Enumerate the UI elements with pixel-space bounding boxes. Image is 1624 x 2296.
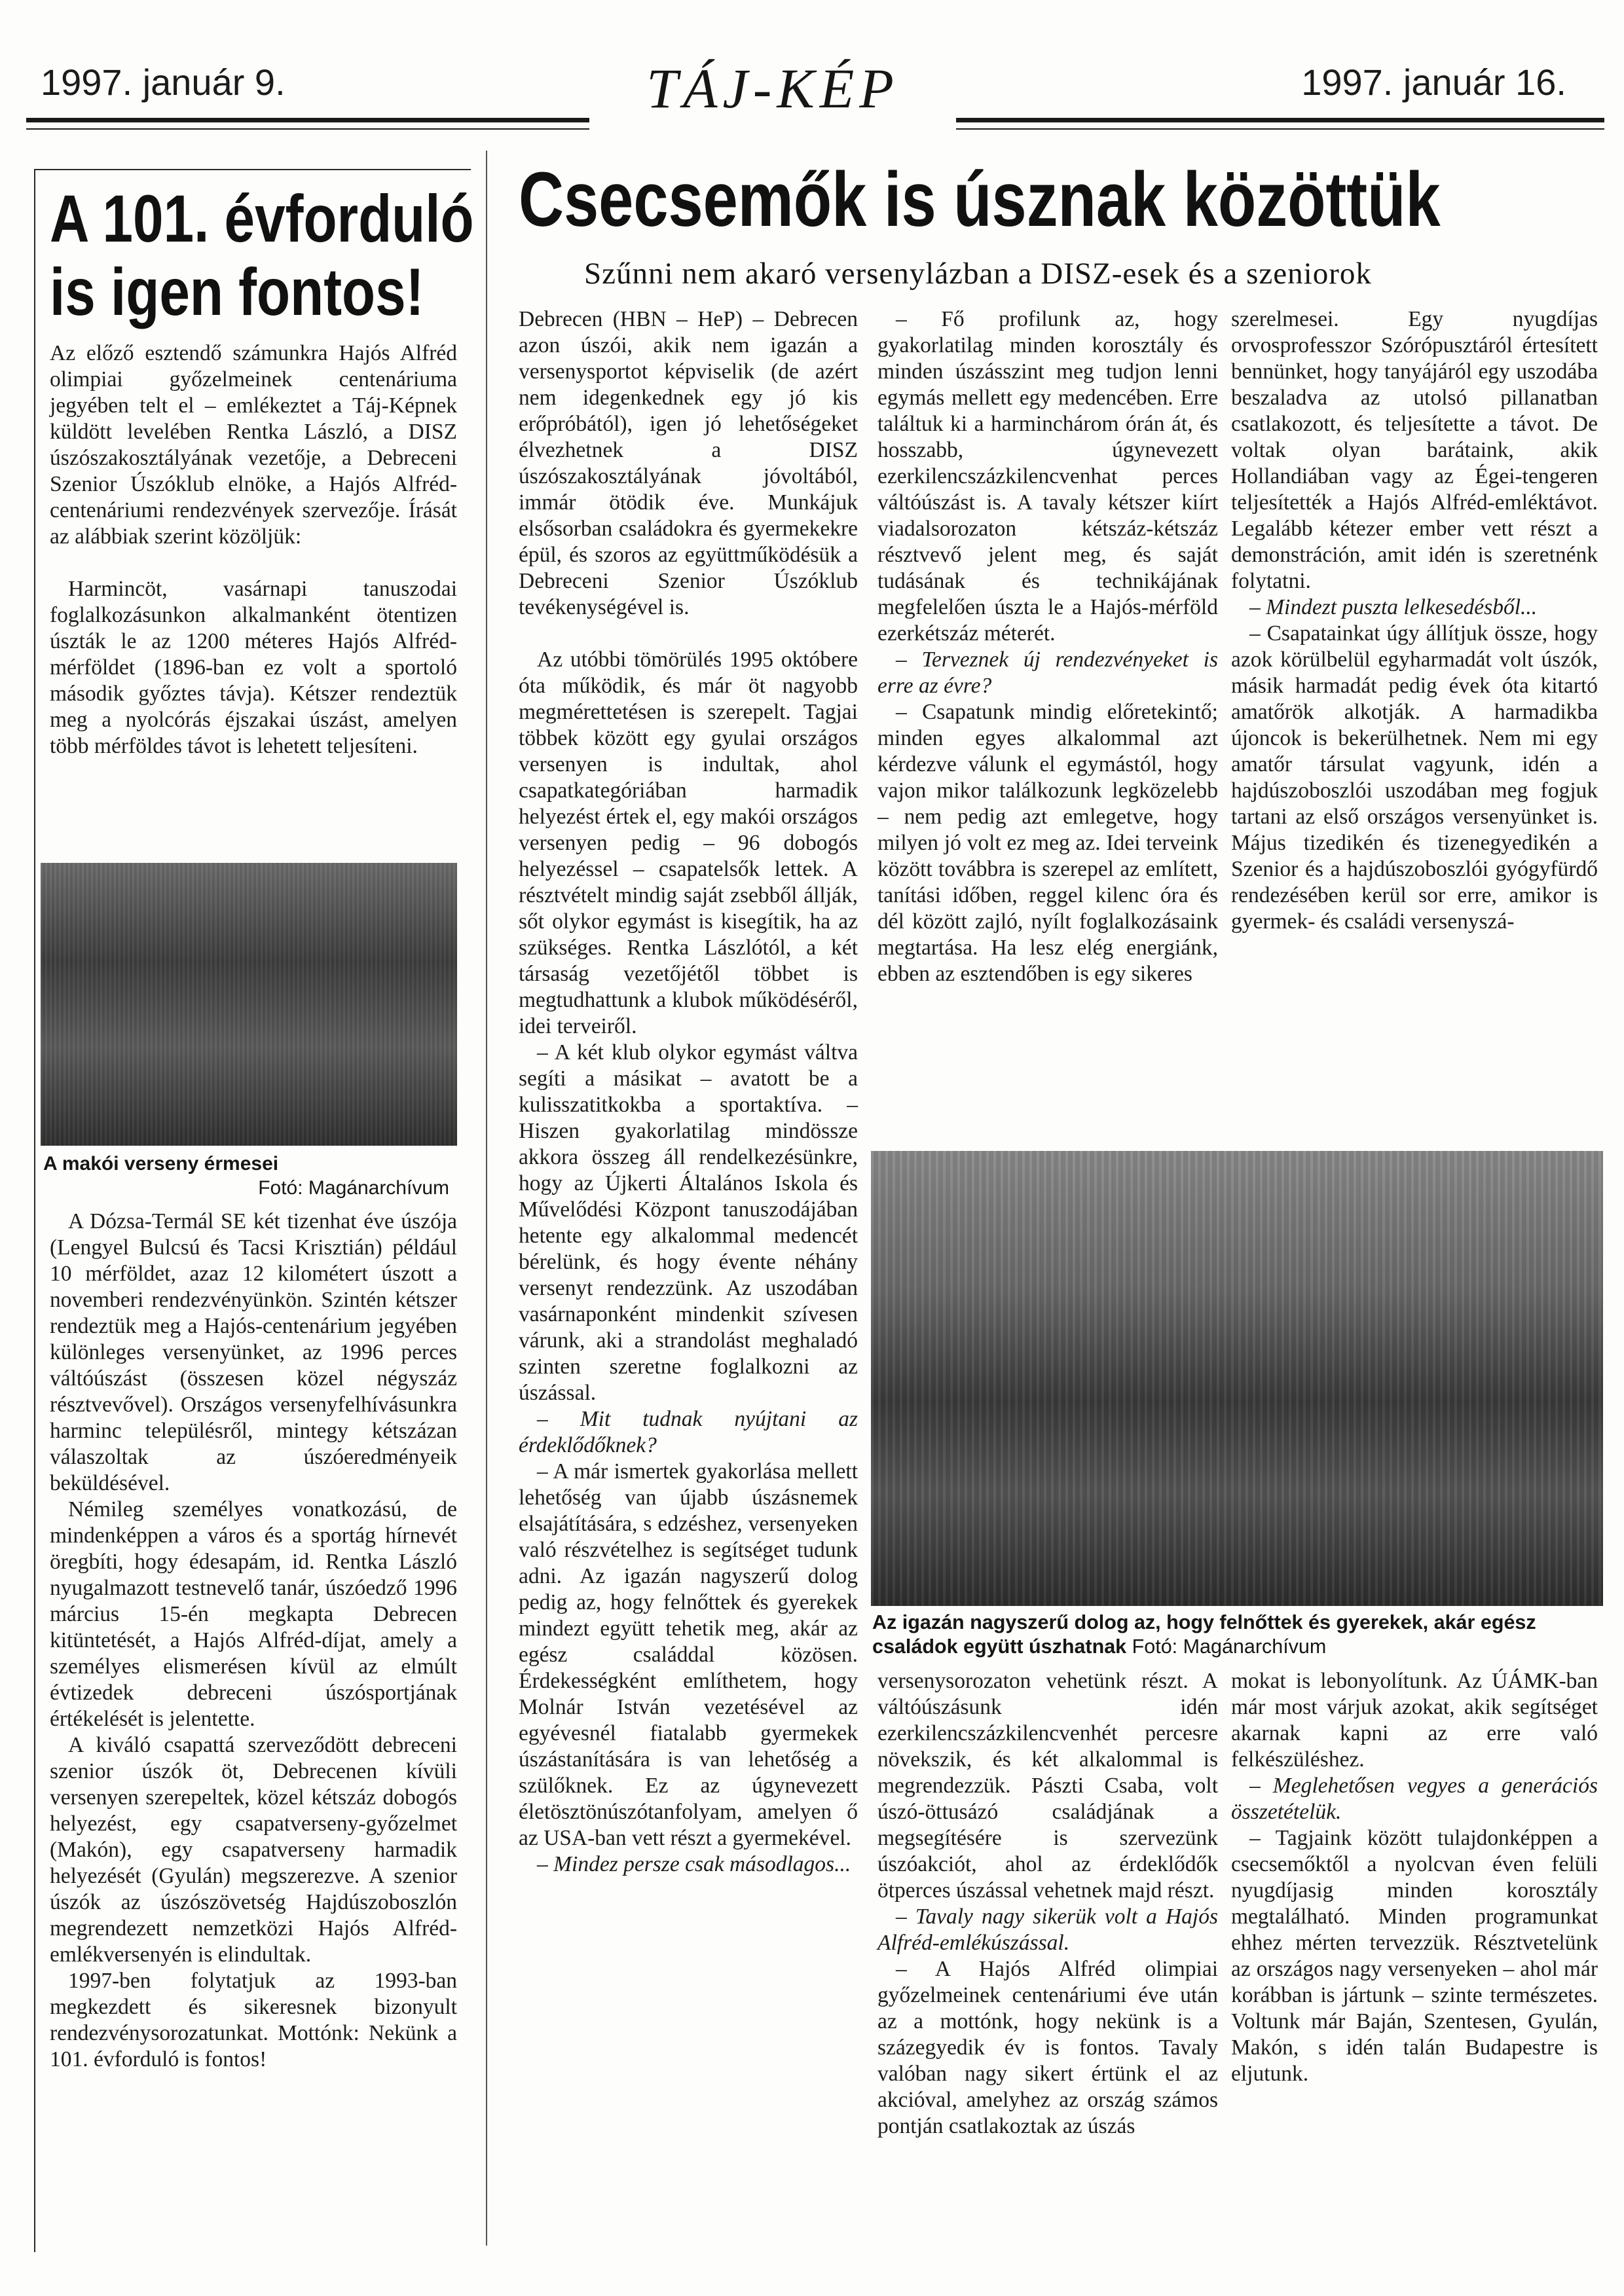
masthead-rule-right (956, 118, 1604, 122)
swimming-pool-photo (871, 1151, 1603, 1606)
interview-question: – Mindezt puszta lelkesedésből... (1249, 595, 1538, 619)
left-article-intro: Az előző esztendő számunkra Hajós Alfréd olimpiai győzelmeinek centenáriuma jegyében telt el – emlékeztet a Táj-Képnek küldött levelében Rentka László, a DISZ úszószakosztályának vezetője, a Debreceni Szenior Úszóklub elnöke, a Hajós Alfréd-centenáriumi rendezvények szervezője. Írását az alábbiak szerint közöljük: (50, 341, 457, 549)
masthead-rule-left (26, 118, 589, 122)
photo-credit: Fotó: Magánarchívum (258, 1177, 449, 1199)
left-article-paragraph: A Dózsa-Termál SE két tizenhat éve úszója (Lengyel Bulcsú és Tacsi Krisztián) például 10 mérföldet, azaz 12 kilométert úszott a novemberi rendezvényünkön. Szintén kétszer rendeztük meg a Hajós-centenárium jegyében különleges versenyünket, az 1996 perces váltóúszást (összesen közel négyszáz résztvevővel). Országos versenyfelhívásunkra harminc településről, mintegy kétszázan válaszoltak az úszóeredményeik beküldésével. (50, 1209, 457, 1495)
interview-question: – Terveznek új rendezvényeket is erre az évre? (877, 647, 1218, 698)
pool-photo-credit: Fotó: Magánarchívum (1132, 1635, 1327, 1658)
left-article-bottom-text (50, 1209, 457, 2073)
main-headline: Csecsemők is úsznak közöttük (519, 156, 1441, 243)
pool-photo-caption-text: Az igazán nagyszerű dolog az, hogy felnőttek és gyerekek, akár egész családok együtt úszhatnak (872, 1611, 1536, 1658)
left-article-paragraph: Harmincöt, vasárnapi tanuszodai foglalkozásunkon alkalmanként ötentizen úszták le az 1200 méteres Hajós Alfréd-mérföldet (1896-ban ez volt a sportoló második győztes távja). Kétszer rendeztük meg a nyolcórás éjszakai úszást, amelyen több mérföldes távot is lehetett teljesíteni. (50, 577, 457, 758)
main-paragraph: – A két klub olykor egymást váltva segíti a másikat – avatott be a kulisszatitkokba a sportaktíva. – Hiszen gyakorlatilag mindössze akkora összeg áll rendelkezésünkre, hogy az Újkerti Általános Iskola és Művelődési Központ tanuszodájában hetente egy alkalommal medencét bérelünk, és hogy évente néhány versenyt rendezzünk. Az uszodában vasárnaponként mindenkit szívesen várunk, aki a strandolást meghaladó szinten szeretne foglalkozni az úszással. (519, 1040, 858, 1405)
main-column-2 (877, 306, 1218, 987)
newspaper-title: TÁJ-KÉP (646, 57, 899, 120)
interview-question: – Mit tudnak nyújtani az érdeklődőknek? (519, 1407, 858, 1457)
main-column-3-continued (1231, 1668, 1598, 2087)
main-paragraph: versenysorozaton vehetünk részt. A váltóúszásunk idén ezerkilencszázkilencvenhét percesre növekszik, és két alkalommal is megrendezzük. Pászti Csaba, volt úszó-öttusázó családjának a megsegítésére is szervezünk úszóakciót, ahol az érdeklődők ötperces úszással vehetnek majd részt. (877, 1669, 1218, 1903)
main-column-3 (1231, 306, 1598, 935)
medal-winners-photo (41, 863, 457, 1146)
interview-question: – Tavaly nagy sikerük volt a Hajós Alfréd-emlékúszással. (877, 1904, 1218, 1955)
main-column-1 (519, 306, 858, 1878)
left-article-paragraph: Némileg személyes vonatkozású, de mindenképpen a város és a sportág hírnevét öregbíti, hogy édesapám, id. Rentka László nyugalmazott testnevelő tanár, úszóedző 1996 március 15-én megkapta Debrecen kitüntetését, a Hajós Alfréd-díjat, amely a személyes elismerésen kívül az elmúlt évtizedek debreceni úszósportjának értékelését is jelentette. (50, 1497, 457, 1731)
masthead-rule-right-thin (956, 128, 1604, 130)
left-article-top-text (50, 340, 457, 759)
main-column-2-continued (877, 1668, 1218, 2140)
photo-caption: A makói verseny érmesei (43, 1153, 279, 1175)
main-paragraph: – Fő profilunk az, hogy gyakorlatilag minden korosztály és minden úszásszint meg tudjon lenni egymás mellett egy medencében. Erre találtuk ki a harminchárom órán át, és hosszabb, úgynevezett ezerkilencszázkilencvenhat perces váltóúszást is. A tavaly kétszer kiírt viadalsorozaton kétszáz-kétszáz résztvevő jelent meg, és saját tudásának és technikájának megfelelően úszta le a Hajós-mérföld ezerkétszáz méterét. (877, 307, 1218, 646)
main-paragraph: – A Hajós Alfréd olimpiai győzelmeinek centenáriumi éve után az a mottónk, hogy nekünk is a százegyedik év is fontos. Tavaly valóban nagy sikert értünk el az akcióval, amelyhez az ország számos pontján csatlakoztak az úszás (877, 1957, 1218, 2138)
main-paragraph: – A már ismertek gyakorlása mellett lehetőség van újabb úszásnemek elsajátítására, s edzéshez, versenyeken való részvételhez is segítséget tudunk adni. Az igazán nagyszerű dolog pedig az, hogy felnőttek és gyerekek mindezt együtt tehetik meg, akár az egész családdal közösen. Érdekességként említhetem, hogy Molnár István vezetésével az egyévesnél fiatalabb gyermekek úszástanítására is van lehetőség a szülőknek. Ez az úgynevezett életösztönúszótanfolyam, amelyen ő az USA-ban vett részt a gyermekével. (519, 1459, 858, 1850)
main-paragraph: Az utóbbi tömörülés 1995 októbere óta működik, és már öt nagyobb megmérettetésen is szerepelt. Tagjai többek között egy gyulai országos versenyen is indultak, ahol csapatkategóriában harmadik helyezést értek el, egy makói országos versenyen pedig – 96 dobogós helyezéssel – csapatelsők lettek. A résztvételt mindig saját zsebből állják, sőt olykor egymást is kisegítik, ha az szükséges. Rentka Lászlótól, a két társaság vezetőjétől többet is megtudhattunk a klubok működéséről, idei terveiről. (519, 647, 858, 1038)
main-paragraph: mokat is lebonyolítunk. Az ÚÁMK-ban már most várjuk azokat, akik segítséget akarnak kapni az erre való felkészüléshez. (1231, 1669, 1598, 1772)
issue-date-right: 1997. január 16. (1301, 62, 1566, 103)
issue-date-left: 1997. január 9. (41, 62, 286, 103)
main-paragraph: – Tagjaink között tulajdonképpen a csecsemőktől a nyolcvan éven felüli nyugdíjasig minden korosztály megtalálható. Minden programunkat ehhez mérten tervezzük. Résztvetelünk az országos nagy versenyeken – ahol már korábban is jártunk – szinte természetes. Voltunk már Baján, Szentesen, Gyulán, Makón, s idén talán Budapestre is eljutunk. (1231, 1826, 1598, 2086)
left-article-paragraph: A kiváló csapattá szerveződött debreceni szenior úszók öt, Debrecenen kívüli versenyen szerepeltek, közel kétszáz dobogós helyezést, egy csapatverseny-győzelmet (Makón), egy csapatverseny harmadik helyezését (Gyulán) megszerezve. A szenior úszók az úszószövetség Hajdúszoboszlón megrendezett nemzetközi Hajós Alfréd-emlékversenyén is elindultak. (50, 1733, 457, 1967)
masthead-rule-left-thin (26, 128, 589, 130)
left-headline-line-1: A 101. évforduló (50, 181, 474, 256)
interview-question: – Meglehetősen vegyes a generációs összetételük. (1231, 1774, 1598, 1824)
left-article-headline (50, 181, 474, 329)
left-article-paragraph: 1997-ben folytatjuk az 1993-ban megkezdett és sikeresnek bizonyult rendezvénysorozatunkat. Mottónk: Nekünk a 101. évforduló is fontos! (50, 1969, 457, 2071)
main-subheadline: Szűnni nem akaró versenylázban a DISZ-esek és a szeniorok (584, 257, 1372, 291)
main-paragraph: – Csapatunk mindig előretekintő; minden egyes alkalommal azt kérdezve válunk el egymástól, hogy vajon mikor találkozunk legközelebb – nem pedig azt emlegetve, hogy milyen jó volt ez meg az. Idei terveink között továbbra is szerepel az említett, tanítási időben, reggel kilenc óra és dél között zajló, nyílt foglalkozásaink megtartása. Ha lesz elég energiánk, ebben az esztendőben is egy sikeres (877, 700, 1218, 986)
left-headline-line-2: is igen fontos! (50, 255, 424, 329)
pool-photo-caption (872, 1611, 1606, 1659)
interview-question: – Mindez persze csak másodlagos... (537, 1852, 851, 1876)
main-paragraph: – Csapatainkat úgy állítjuk össze, hogy azok körülbelül egyharmadát volt úszók, másik harmadát pedig évek óta kitartó amatőrök alkotják. A harmadikba újoncok is bekerülhetnek. Nem mi egy amatőr társulat vagyunk, idén a hajdúszoboszlói uszodában meg fogjuk tartani az első országos versenyünket is. Május tizedikén és tizenegyedikén a Szenior és a hajdúszoboszlói gyógyfürdő rendezésében kerül sor erre, amikor is gyermek- és családi versenyszá- (1231, 621, 1598, 934)
column-divider (486, 151, 487, 2246)
main-paragraph: Debrecen (HBN – HeP) – Debrecen azon úszói, akik nem igazán a versenysportot képviselik (de azért nem idegenkednek egy jó kis erőpróbától), igen jó lehetőségeket élvezhetnek a DISZ úszószakosztályának jóvoltából, immár ötödik éve. Munkájuk elsősorban családokra és gyermekekre épül, és szoros az együttműködésük a Debreceni Szenior Úszóklub tevékenységével is. (519, 307, 858, 619)
main-paragraph: szerelmesei. Egy nyugdíjas orvosprofesszor Szórópusztáról értesített bennünket, hogy tanyájáról egy uszodába beszaladva az utolsó pillanatban csatlakozott, és teljesítette a távot. De voltak olyan barátaink, akik Hollandiában vagy az Égei-tengeren teljesítették a Hajós Alfréd-emléktávot. Legalább kétezer ember vett részt a demonstráción, amit idén is szeretnénk folytatni. (1231, 307, 1598, 593)
